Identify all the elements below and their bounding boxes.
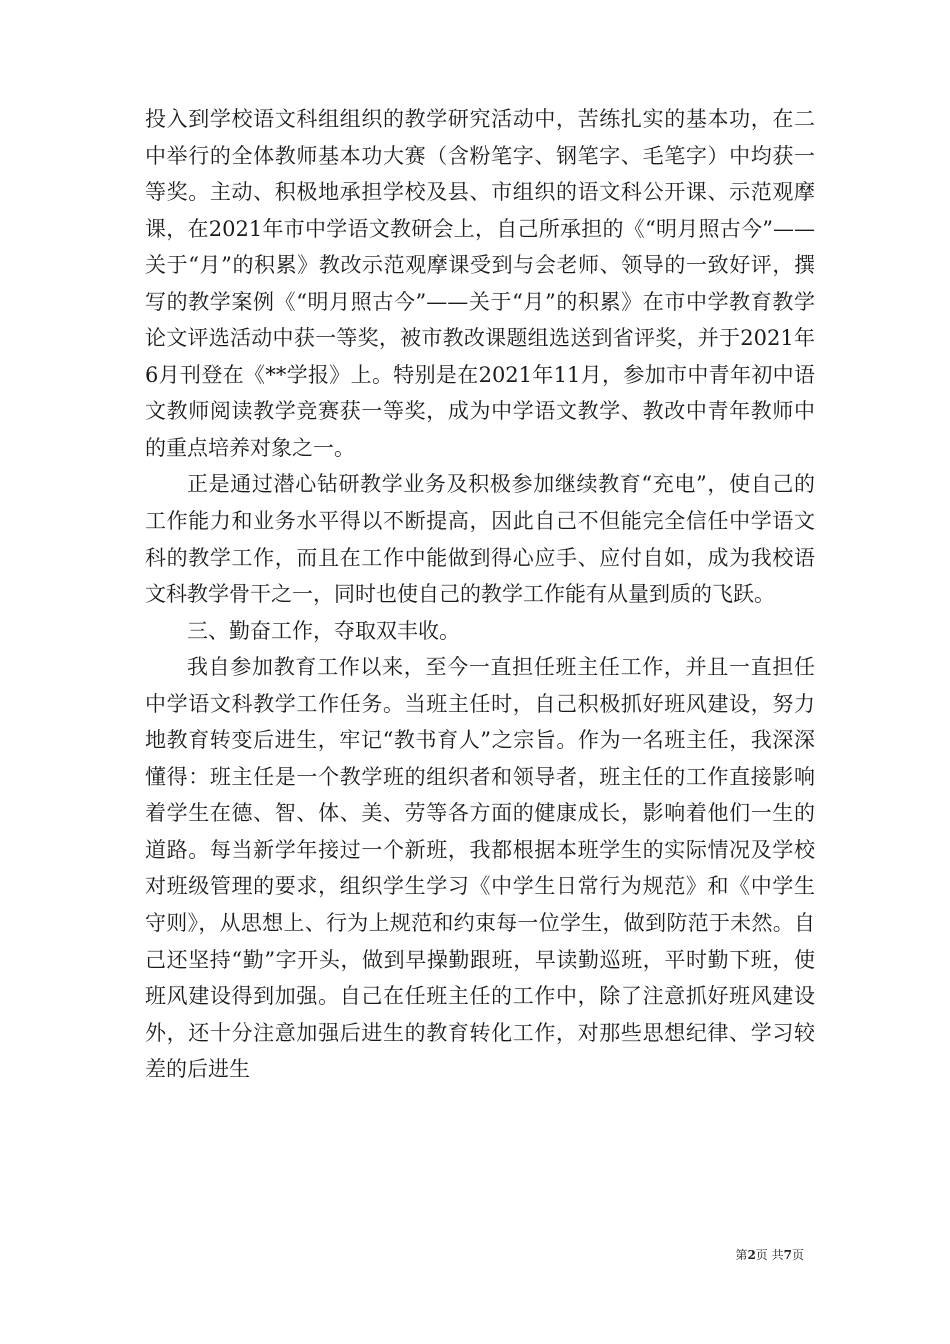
- page-number-footer: [735, 1246, 804, 1263]
- paragraph-continuation: 投入到学校语文科组组织的教学研究活动中，苦练扎实的基本功，在二中举行的全体教师基本功大赛（含粉笔字、钢笔字、毛笔字）中均获一等奖。主动、积极地承担学校及县、市组织的语文科公开课、示范观摩课，在2021年市中学语文教研会上，自己所承担的《“明月照古今”——关于“月”的积累》教改示范观摩课受到与会老师、领导的一致好评，撰写的教学案例《“明月照古今”——关于“月”的积累》在市中学教育教学论文评选活动中获一等奖，被市教改课题组选送到省评奖，并于2021年6月刊登在《**学报》上。特别是在2021年11月，参加市中青年初中语文教师阅读教学竞赛获一等奖，成为中学语文教学、教改中青年教师中的重点培养对象之一。: [145, 107, 815, 460]
- paragraph-class-teacher: 我自参加教育工作以来，至今一直担任班主任工作，并且一直担任中学语文科教学工作任务。当班主任时，自己积极抓好班风建设，努力地教育转变后进生，牢记“教书育人”之宗旨。作为一名班主任，我深深懂得：班主任是一个教学班的组织者和领导者，班主任的工作直接影响着学生在德、智、体、美、劳等各方面的健康成长，影响着他们一生的道路。每当新学年接过一个新班，我都根据本班学生的实际情况及学校对班级管理的要求，组织学生学习《中学生日常行为规范》和《中学生守则》，从思想上、行为上规范和约束每一位学生，做到防范于未然。自己还坚持“勤”字开头，做到早操勤跟班，早读勤巡班，平时勤下班，使班风建设得到加强。自己在任班主任的工作中，除了注意抓好班风建设外，还十分注意加强后进生的教育转化工作，对那些思想纪律、学习较差的后进生: [145, 655, 815, 1082]
- footer-middle: 页 共: [755, 1248, 784, 1262]
- footer-total-pages: 7: [783, 1248, 792, 1262]
- footer-suffix: 页: [791, 1248, 804, 1262]
- document-body: [145, 101, 815, 1088]
- paragraph-training: 正是通过潜心钻研教学业务及积极参加继续教育“充电”，使自己的工作能力和业务水平得以不断提高，因此自己不但能完全信任中学语文科的教学工作，而且在工作中能做到得心应手、应付自如，成为我校语文科教学骨干之一，同时也使自己的教学工作能有从量到质的飞跃。: [145, 472, 815, 607]
- section-heading: 三、勤奋工作，夺取双丰收。: [187, 618, 460, 643]
- footer-current-page: 2: [747, 1248, 756, 1262]
- footer-prefix: 第: [735, 1248, 748, 1262]
